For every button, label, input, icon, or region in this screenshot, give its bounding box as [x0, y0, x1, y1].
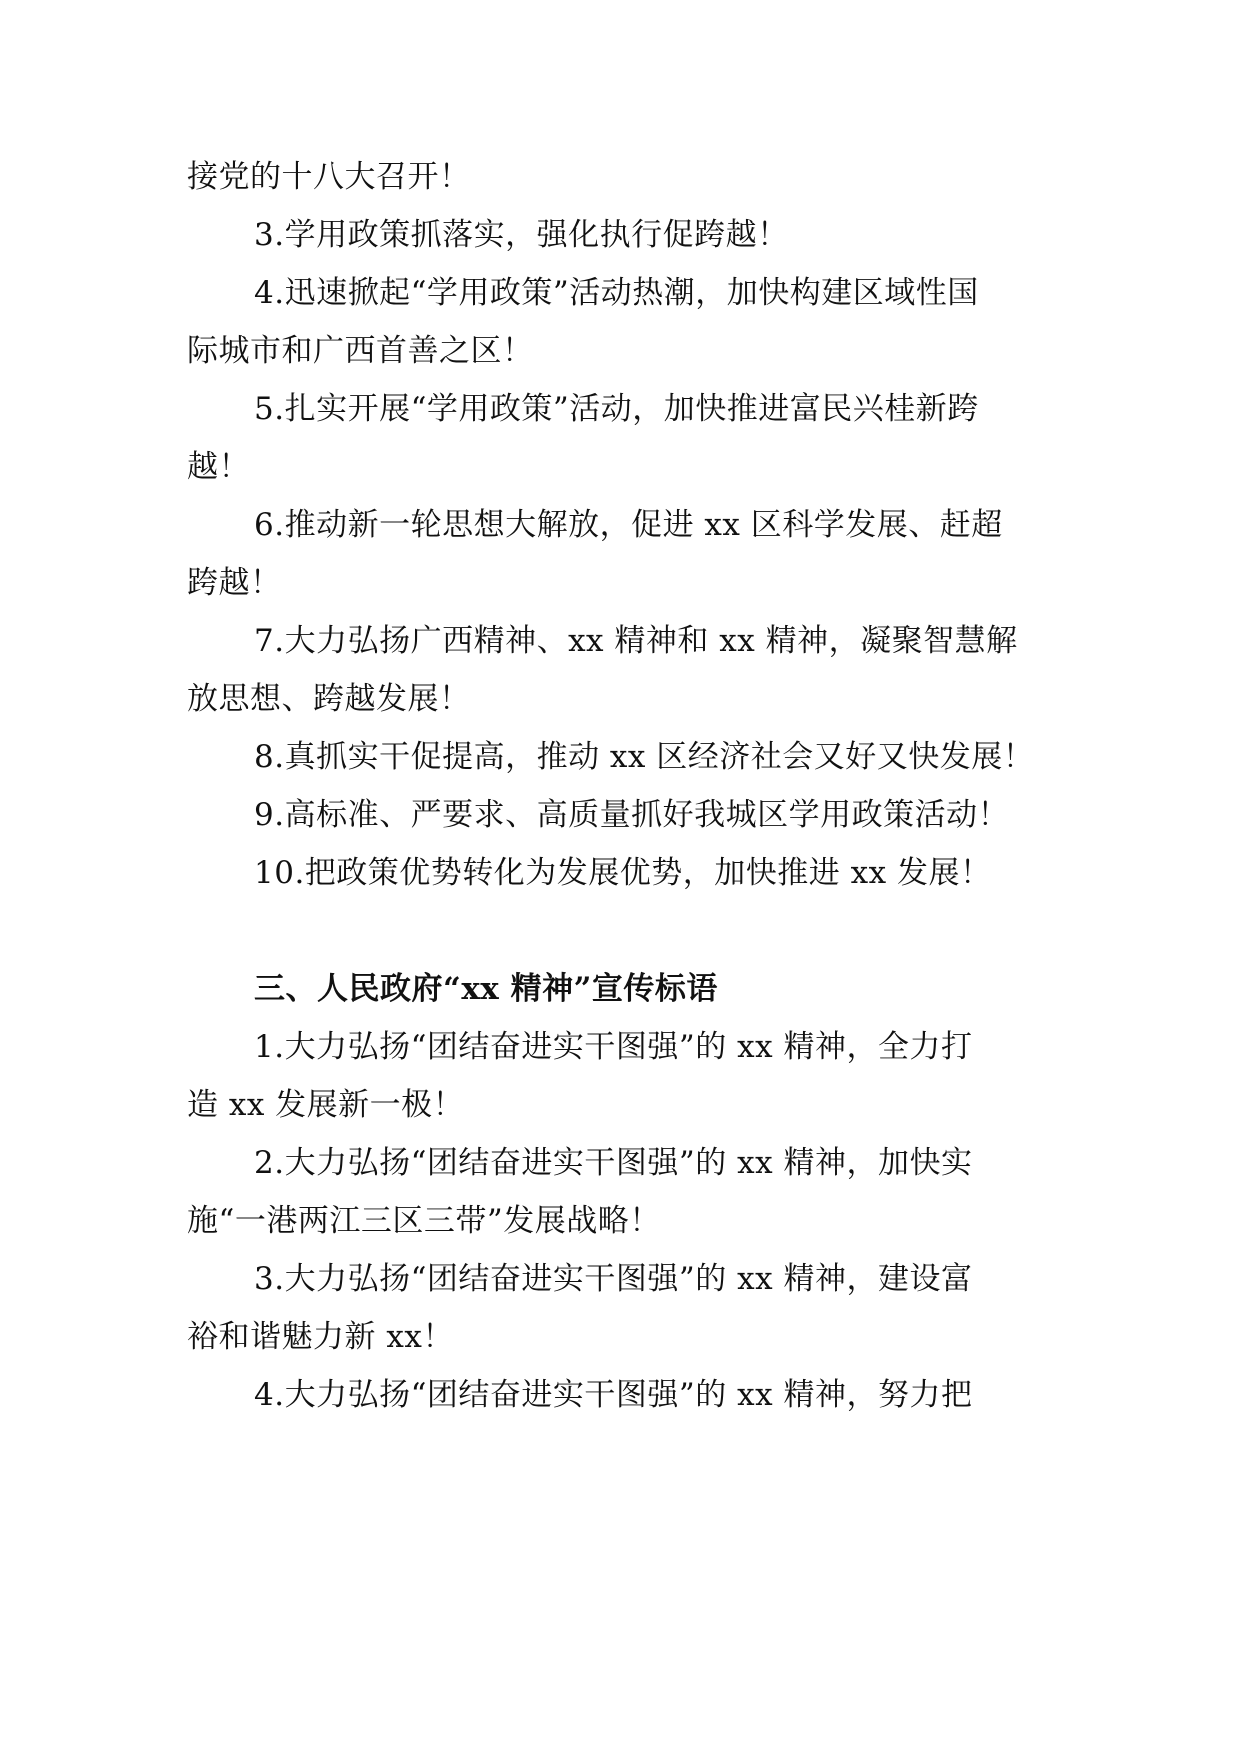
slogan-item-4: 4.大力弘扬“团结奋进实干图强”的 xx 精神，努力把: [254, 1377, 973, 1413]
slogan-item-5: 5.扎实开展“学用政策”活动，加快推进富民兴桂新跨: [254, 391, 979, 427]
slogan-item-2: 2.大力弘扬“团结奋进实干图强”的 xx 精神，加快实: [254, 1145, 973, 1181]
slogan-item-6: 6.推动新一轮思想大解放，促进 xx 区科学发展、赶超: [254, 507, 1003, 543]
text-line: 跨越！: [187, 565, 282, 601]
slogan-item-4: 4.迅速掀起“学用政策”活动热潮，加快构建区域性国: [254, 275, 979, 311]
slogan-item-3: 3.学用政策抓落实，强化执行促跨越！: [254, 217, 789, 253]
text-line: 接党的十八大召开！: [187, 159, 471, 195]
text-line: 际城市和广西首善之区！: [187, 333, 534, 369]
slogan-item-1: 1.大力弘扬“团结奋进实干图强”的 xx 精神，全力打: [254, 1029, 973, 1065]
text-line: 越！: [187, 449, 250, 485]
slogan-item-3: 3.大力弘扬“团结奋进实干图强”的 xx 精神，建设富: [254, 1261, 973, 1297]
slogan-item-8: 8.真抓实干促提高，推动 xx 区经济社会又好又快发展！: [254, 739, 1035, 775]
slogan-item-9: 9.高标准、严要求、高质量抓好我城区学用政策活动！: [254, 797, 1010, 833]
text-line: 裕和谐魅力新 xx！: [187, 1319, 454, 1355]
slogan-item-10: 10.把政策优势转化为发展优势，加快推进 xx 发展！: [254, 855, 992, 891]
slogan-item-7: 7.大力弘扬广西精神、xx 精神和 xx 精神，凝聚智慧解: [254, 623, 1018, 659]
text-line: 施“一港两江三区三带”发展战略！: [187, 1203, 661, 1239]
text-line: 造 xx 发展新一极！: [187, 1087, 465, 1123]
section-heading: 三、人民政府“xx 精神”宣传标语: [254, 971, 718, 1007]
text-line: 放思想、跨越发展！: [187, 681, 471, 717]
